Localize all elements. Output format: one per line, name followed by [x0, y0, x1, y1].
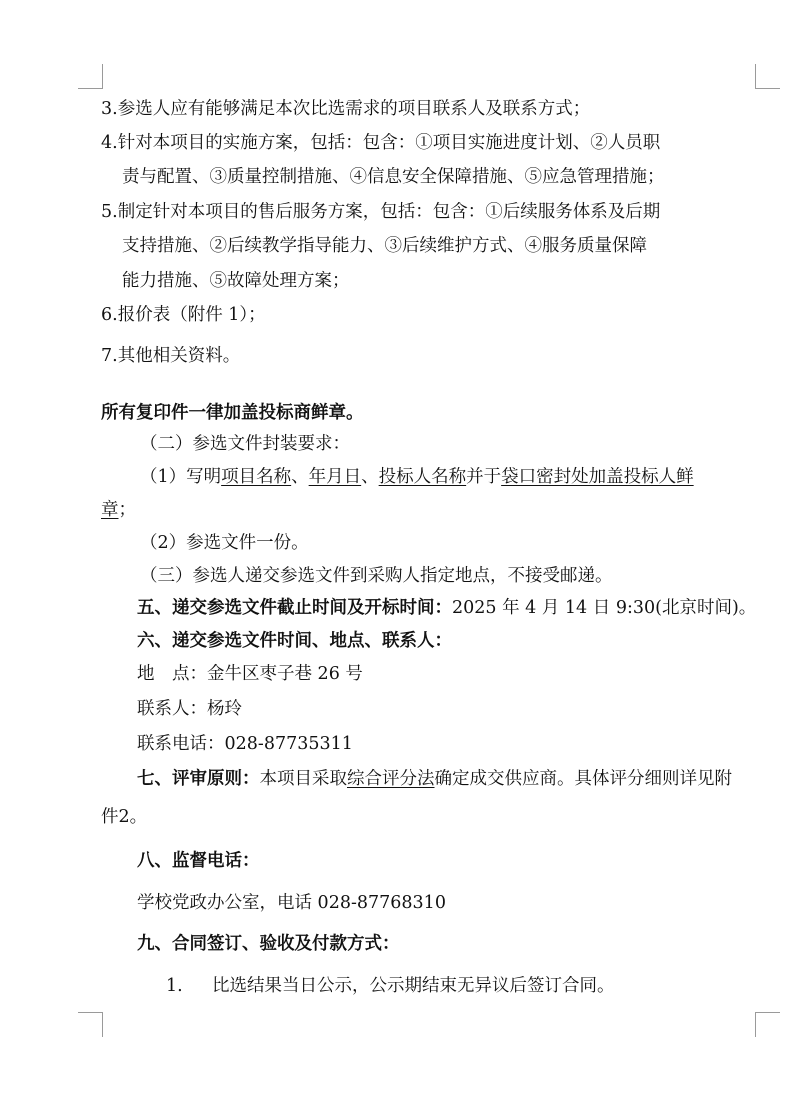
margin-corner-bottom-right	[755, 1012, 780, 1037]
review-label: 七、评审原则：	[137, 769, 260, 789]
list-item-5-line-1: 5.制定针对本项目的售后服务方案，包括：包含：①后续服务体系及后期	[101, 202, 661, 222]
packaging-item-1-line-2	[101, 498, 136, 522]
margin-corner-top-right	[755, 64, 780, 89]
review-continuation: 件2。	[101, 807, 148, 827]
contact-phone: 联系电话：028-87735311	[137, 734, 353, 754]
list-item-5-line-3: 能力措施、⑤故障处理方案；	[122, 271, 350, 291]
contract-item-text: 比选结果当日公示，公示期结束无异议后签订合同。	[212, 976, 615, 996]
review-text-a: 本项目采取	[259, 769, 347, 789]
delivery-note: （三）参选人递交参选文件到采购人指定地点，不接受邮递。	[140, 566, 613, 586]
review-text-b: 确定成交供应商。具体评分细则详见附	[434, 769, 732, 789]
packaging-item-1-end: ；	[118, 500, 136, 520]
list-item-4-line-1: 4.针对本项目的实施方案，包括：包含：①项目实施进度计划、②人员职	[101, 133, 661, 153]
deadline-line	[137, 596, 756, 620]
list-item-4-line-2: 责与配置、③质量控制措施、④信息安全保障措施、⑤应急管理措施；	[122, 167, 665, 187]
list-item-3: 3.参选人应有能够满足本次比选需求的项目联系人及联系方式；	[101, 99, 591, 119]
packaging-item-1-prefix: （1）写明	[140, 467, 222, 487]
packaging-item-2: （2）参选文件一份。	[140, 533, 309, 553]
review-method: 综合评分法	[347, 769, 435, 789]
contact-address: 地 点：金牛区枣子巷 26 号	[137, 664, 363, 684]
supervision-text: 学校党政办公室，电话 028-87768310	[137, 893, 446, 913]
deadline-label: 五、递交参选文件截止时间及开标时间：	[137, 598, 452, 618]
contract-item-number: 1.	[166, 976, 183, 996]
margin-corner-top-left	[78, 64, 103, 89]
seal-note: 所有复印件一律加盖投标商鲜章。	[101, 403, 364, 423]
seal-instruction-term: 袋口密封处加盖投标人鲜	[501, 467, 694, 487]
date-term: 年月日	[308, 467, 362, 487]
list-item-7: 7.其他相关资料。	[101, 346, 241, 366]
contact-heading: 六、递交参选文件时间、地点、联系人：	[137, 631, 452, 651]
list-item-6: 6.报价表（附件 1）；	[101, 305, 266, 325]
review-line	[137, 767, 732, 791]
supervision-heading: 八、监督电话：	[137, 851, 260, 871]
packaging-heading: （二）参选文件封装要求：	[140, 434, 350, 454]
contact-person: 联系人：杨玲	[137, 699, 242, 719]
list-item-5-line-2: 支持措施、②后续教学指导能力、③后续维护方式、④服务质量保障	[122, 236, 647, 256]
contract-heading: 九、合同签订、验收及付款方式：	[137, 934, 400, 954]
separator: 、	[291, 467, 309, 487]
margin-corner-bottom-left	[78, 1012, 103, 1037]
packaging-item-1-line-1	[140, 465, 694, 489]
bidder-name-term: 投标人名称	[378, 467, 467, 487]
separator: 、	[361, 467, 379, 487]
packaging-item-1-mid: 并于	[466, 467, 502, 487]
project-name-term: 项目名称	[221, 467, 292, 487]
seal-instruction-term-end: 章	[101, 500, 119, 520]
deadline-value: 2025 年 4 月 14 日 9:30(北京时间)。	[452, 598, 757, 618]
